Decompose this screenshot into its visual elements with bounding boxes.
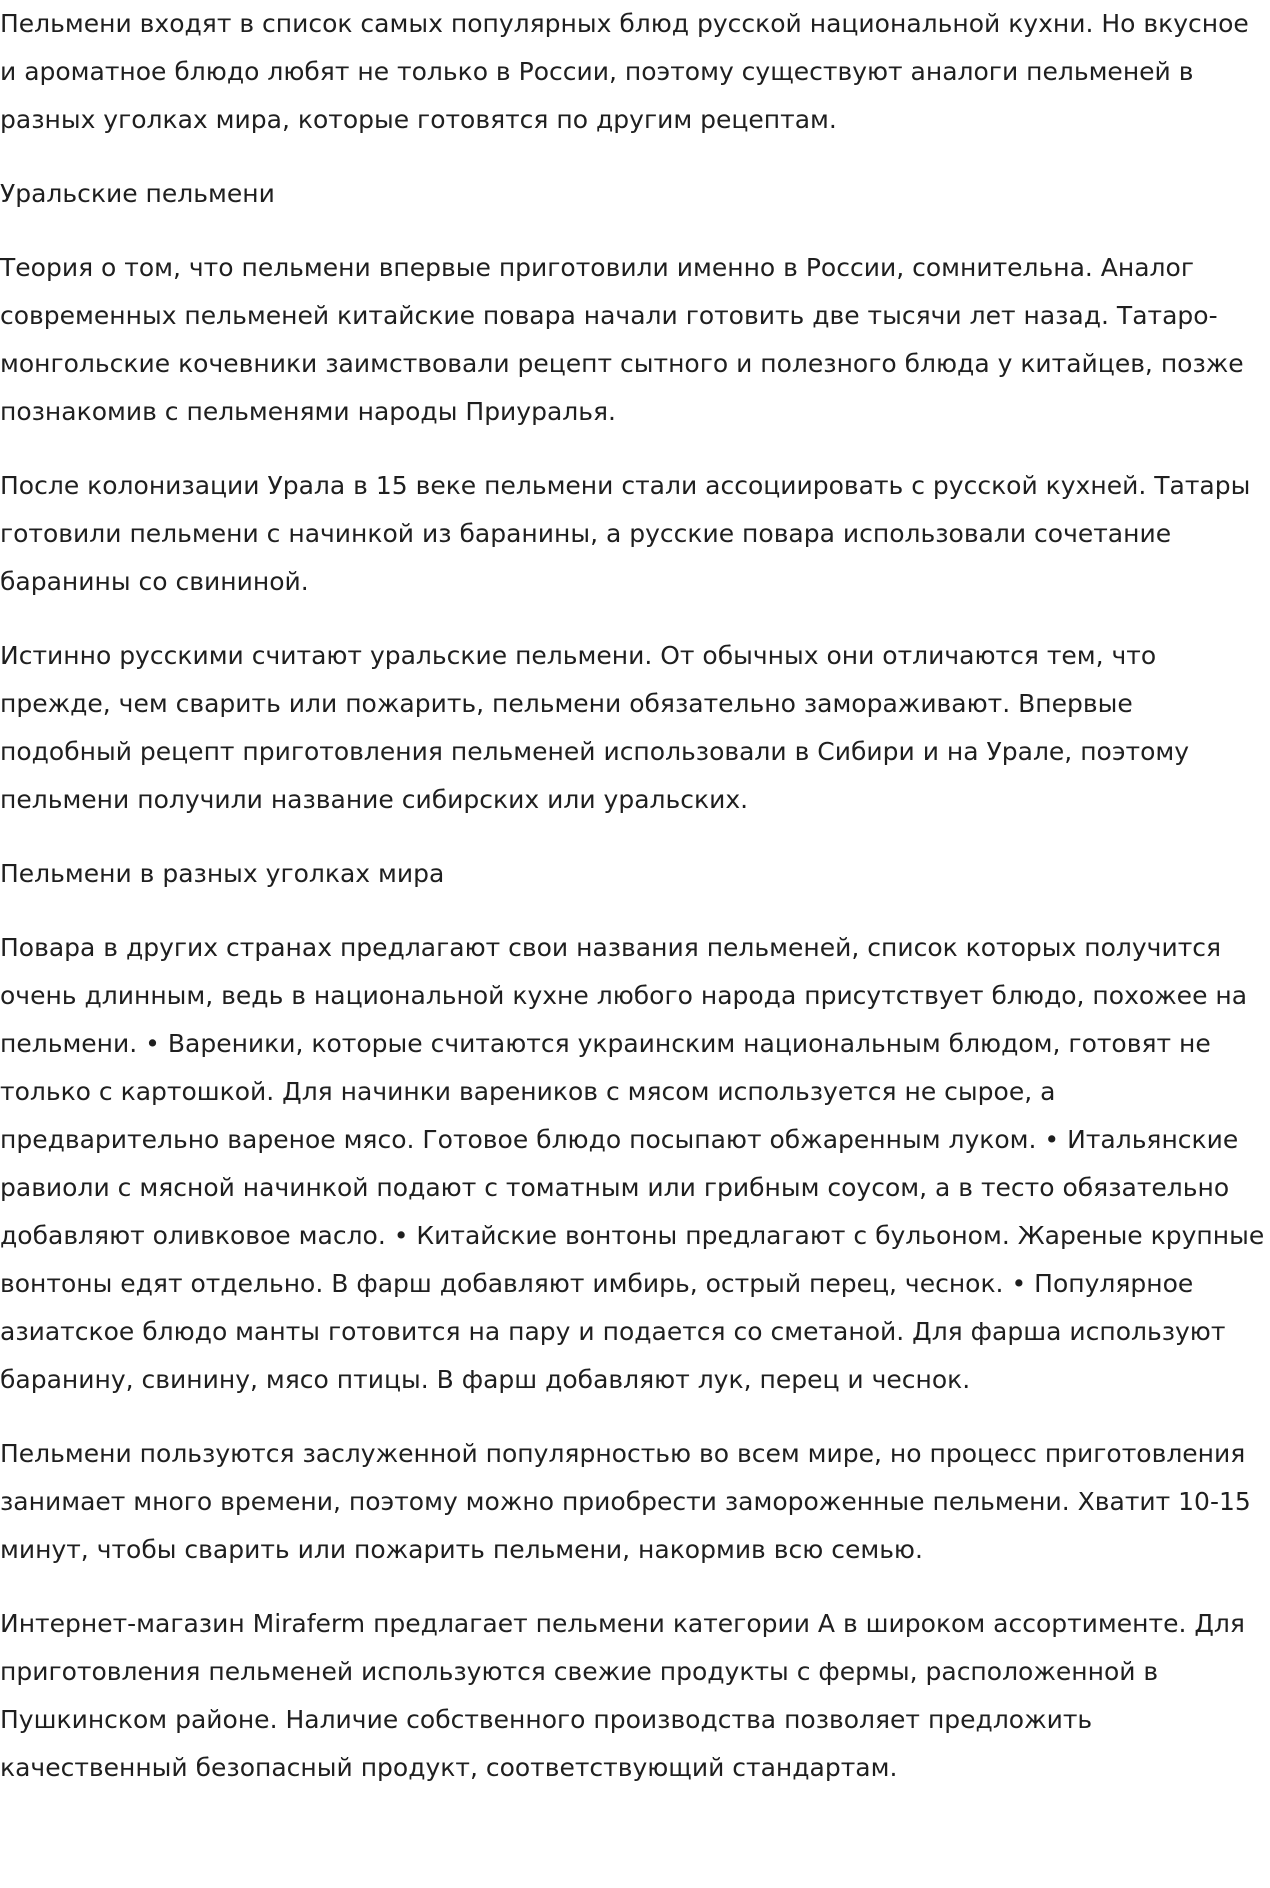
intro-paragraph: Пельмени входят в список самых популярных блюд русской национальной кухни. Но вкусное и ароматное блюдо любят не только в России, поэтому существуют аналоги пельменей в разных уголках мира, которые готовятся по другим рецептам. <box>0 9 1249 134</box>
paragraph-miraferm-store: Интернет-магазин Miraferm предлагает пельмени категории А в широком ассортименте. Для приготовления пельменей используются свежие продукты с фермы, расположенной в Пушкинском районе. Наличие собственного производства позволяет предложить качественный безопасный продукт, соответствующий стандартам. <box>0 1609 1245 1782</box>
paragraph-world-variants: Повара в других странах предлагают свои названия пельменей, список которых получится очень длинным, ведь в национальной кухне любого народа присутствует блюдо, похожее на пельмени. • Вареники, которые считаются украинским национальным блюдом, готовят не только с картошкой. Для начинки вареников с мясом используется не сырое, а предварительно вареное мясо. Готовое блюдо посыпают обжаренным луком. • Итальянские равиоли с мясной начинкой подают с томатным или грибным соусом, а в тесто обязательно добавляют оливковое масло. • Китайские вонтоны предлагают с бульоном. Жареные крупные вонтоны едят отдельно. В фарш добавляют имбирь, острый перец, чеснок. • Популярное азиатское блюдо манты готовится на пару и подается со сметаной. Для фарша используют баранину, свинину, мясо птицы. В фарш добавляют лук, перец и чеснок. <box>0 933 1265 1394</box>
paragraph-ural-pelmeni: Истинно русскими считают уральские пельмени. От обычных они отличаются тем, что прежде, чем сварить или пожарить, пельмени обязательно замораживают. Впервые подобный рецепт приготовления пельменей использовали в Сибири и на Урале, поэтому пельмени получили название сибирских или уральских. <box>0 641 1190 814</box>
paragraph-origin-theory: Теория о том, что пельмени впервые приготовили именно в России, сомнительна. Аналог современных пельменей китайские повара начали готовить две тысячи лет назад. Татаро-монгольские кочевники заимствовали рецепт сытного и полезного блюда у китайцев, позже познакомив с пельменями народы Приуралья. <box>0 253 1244 426</box>
section-heading-ural: Уральские пельмени <box>0 179 275 208</box>
section-heading-world: Пельмени в разных уголках мира <box>0 859 445 888</box>
paragraph-ural-colonization: После колонизации Урала в 15 веке пельмени стали ассоциировать с русской кухней. Татары готовили пельмени с начинкой из баранины, а русские повара использовали сочетание баранины со свининой. <box>0 471 1251 596</box>
paragraph-frozen-pelmeni: Пельмени пользуются заслуженной популярностью во всем мире, но процесс приготовления занимает много времени, поэтому можно приобрести замороженные пельмени. Хватит 10-15 минут, чтобы сварить или пожарить пельмени, накормив всю семью. <box>0 1439 1251 1564</box>
